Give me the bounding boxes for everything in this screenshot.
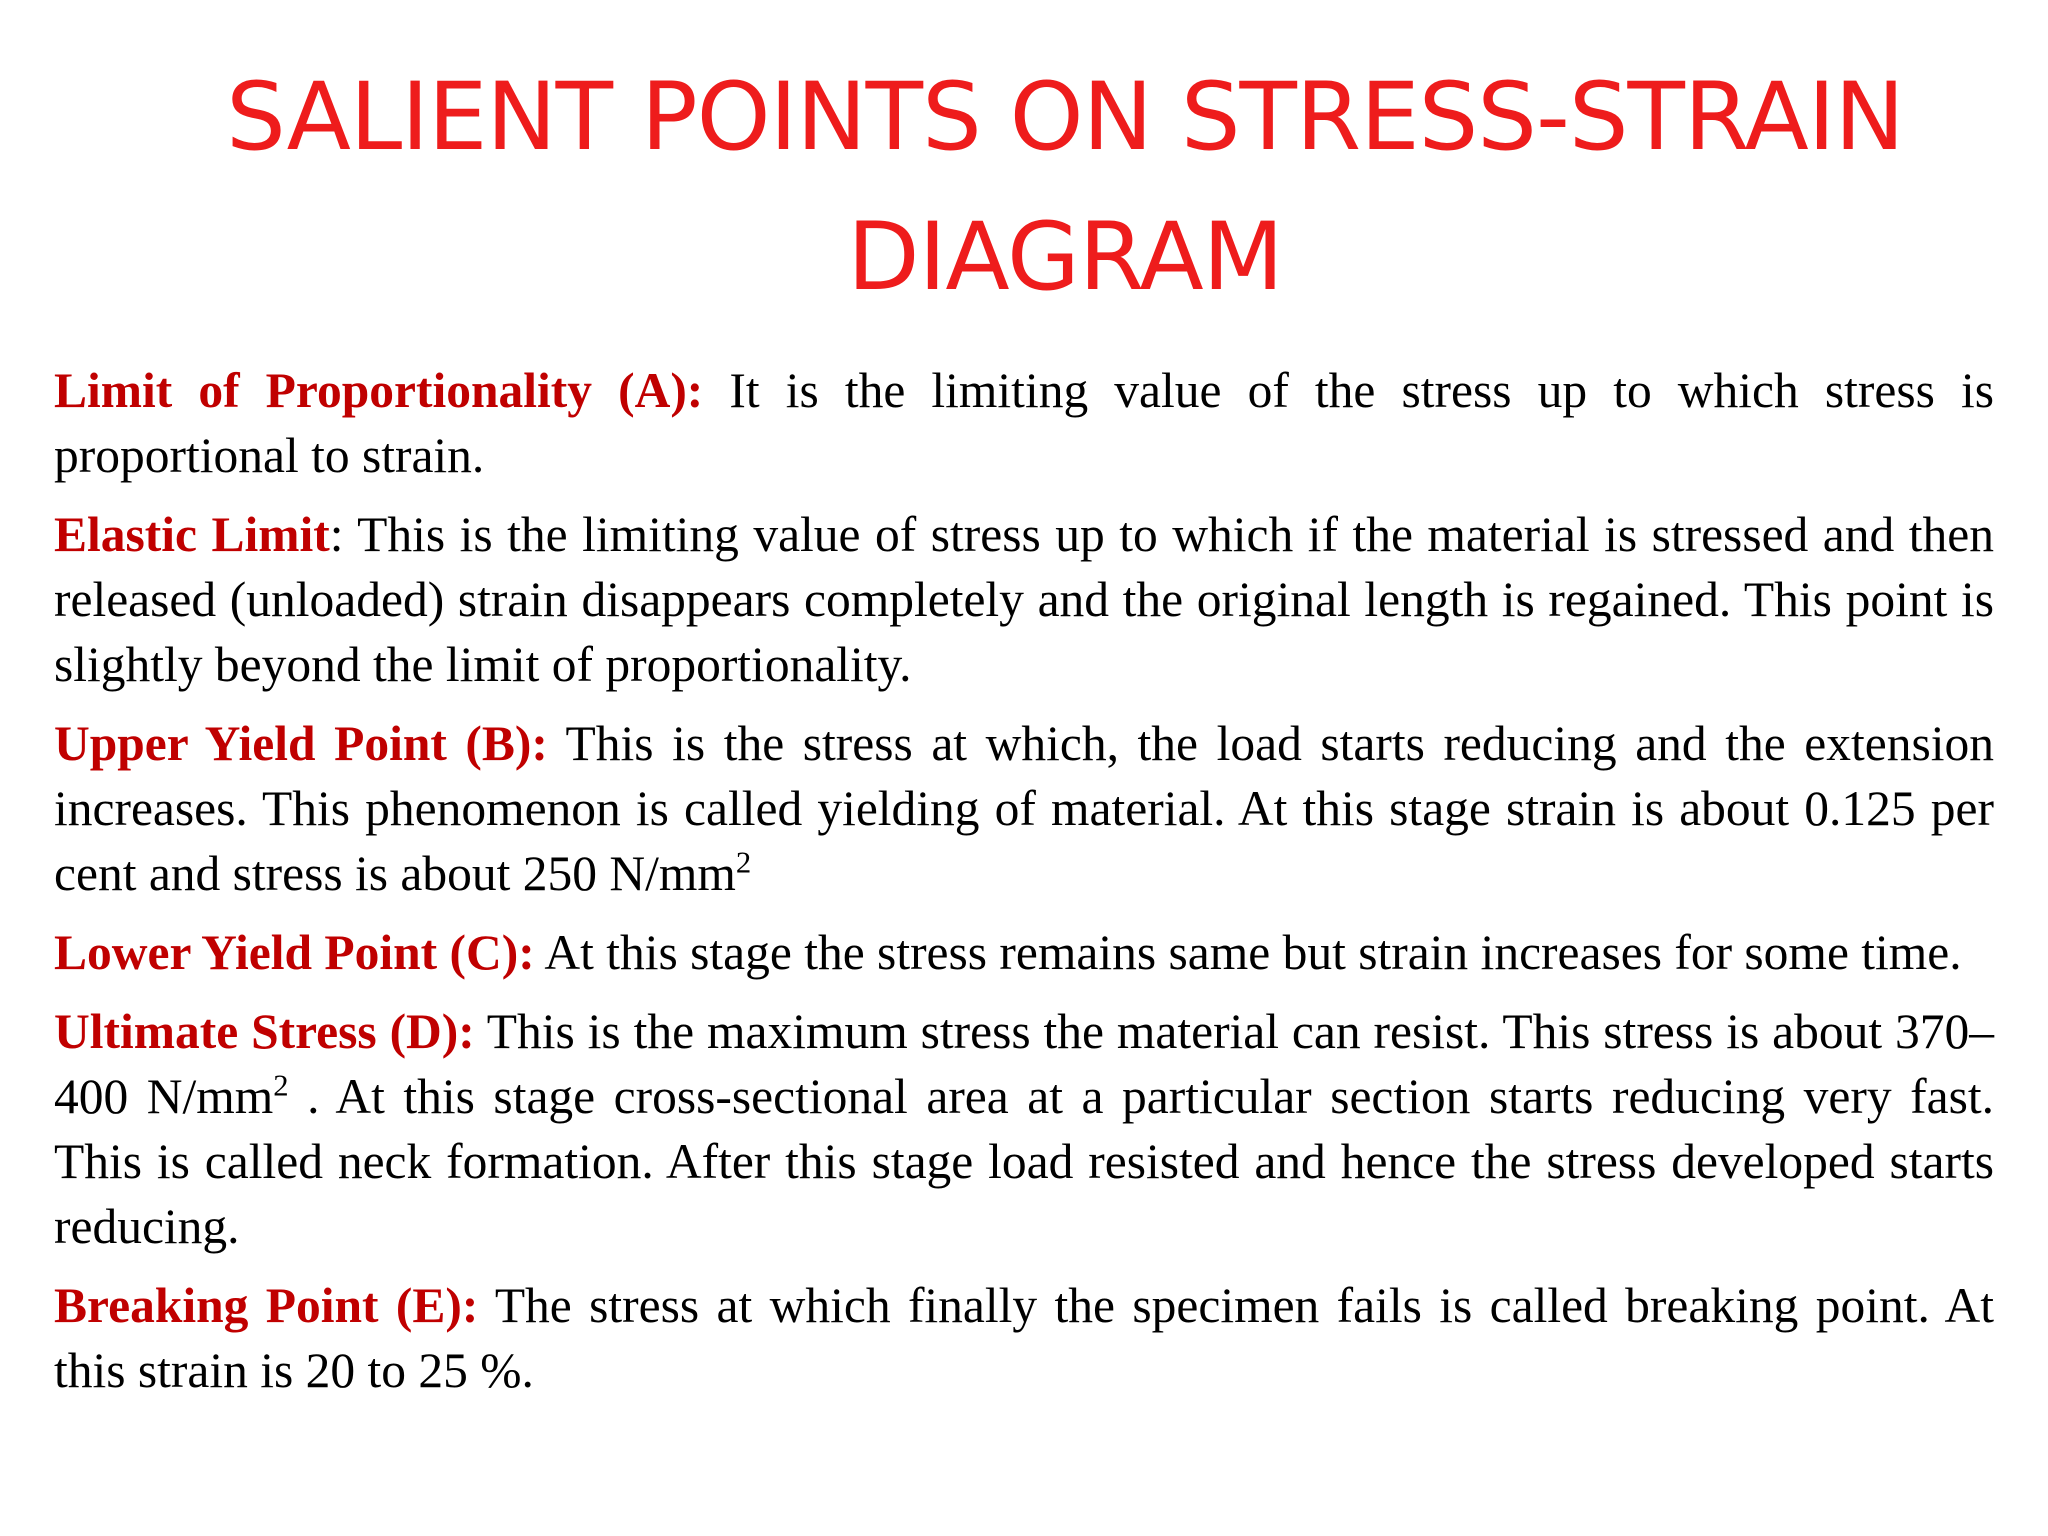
definition-term: Breaking Point (E): xyxy=(54,1278,479,1333)
definition-limit-of-proportionality xyxy=(54,358,1994,488)
definition-term: Upper Yield Point (B): xyxy=(54,716,548,771)
superscript-exponent: 2 xyxy=(273,1068,289,1103)
definition-term: Limit of Proportionality (A): xyxy=(54,363,704,418)
definition-text: At this stage the stress remains same but strain increases for some time. xyxy=(534,925,1962,980)
definition-text: This is the stress at which, the load starts reducing and the extension increases. This phenomenon is called yielding of material. At this stage strain is about 0.125 per cent and stress is about 250 N/mm xyxy=(54,716,1994,901)
definition-upper-yield-point xyxy=(54,711,1994,906)
definition-term: Ultimate Stress (D): xyxy=(54,1004,475,1059)
definition-term: Lower Yield Point (C): xyxy=(54,925,535,980)
definition-term: Elastic Limit xyxy=(54,507,330,562)
definition-text-continued: . At this stage cross-sectional area at a particular section starts reducing very fast. This is called neck formation. After this stage load resisted and hence the stress developed starts reducing. xyxy=(54,1069,1994,1254)
superscript-exponent: 2 xyxy=(735,845,752,880)
slide-title-line-1: SALIENT POINTS ON STRESS-STRAIN xyxy=(226,63,1904,172)
definition-text: : This is the limiting value of stress up to which if the material is stressed and then released (unloaded) strain disappears completely and the original length is regained. This point is slightly beyond the limit of proportionality. xyxy=(54,507,1994,692)
definition-text: The stress at which finally the specimen fails is called breaking point. At this strain is 20 to 25 %. xyxy=(54,1278,1994,1398)
definition-text: It is the limiting value of the stress up to which stress is proportional to strain. xyxy=(54,363,1994,483)
definition-elastic-limit xyxy=(54,502,1994,697)
definition-breaking-point xyxy=(54,1273,1994,1403)
definition-lower-yield-point xyxy=(54,920,1994,985)
slide-title xyxy=(150,48,1980,328)
definition-text: This is the maximum stress the material can resist. This stress is about 370–400 N/mm xyxy=(54,1004,1994,1124)
slide-title-line-2: DIAGRAM xyxy=(847,203,1283,312)
definition-ultimate-stress xyxy=(54,999,1994,1259)
definitions-list xyxy=(54,358,1994,1417)
